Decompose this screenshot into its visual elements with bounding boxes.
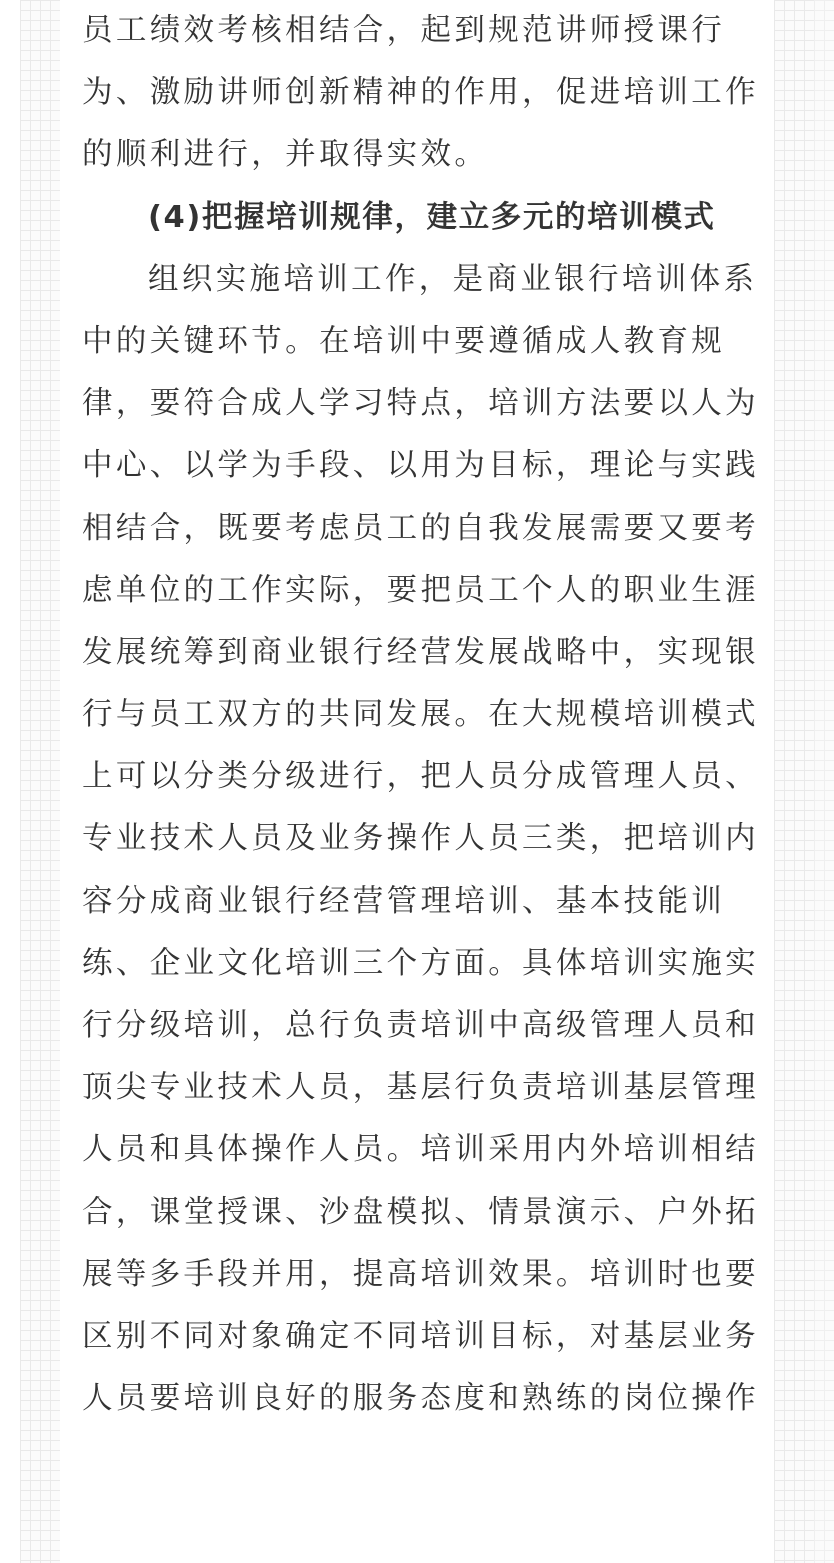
text-line: 合，课堂授课、沙盘模拟、情景演示、户外拓 <box>82 1194 759 1230</box>
article-body <box>82 0 759 1430</box>
right-outer-grid-margin <box>814 0 834 1563</box>
section-heading: (4)把握培训规律，建立多元的培训模式 <box>148 199 716 235</box>
text-line: 组织实施培训工作，是商业银行培训体系 <box>148 261 758 297</box>
text-line: 行分级培训，总行负责培训中高级管理人员和 <box>82 1008 759 1043</box>
text-line: 练、企业文化培训三个方面。具体培训实施实 <box>82 945 759 981</box>
text-line: 展等多手段并用，提高培训效果。培训时也要 <box>82 1256 759 1292</box>
text-line: 的顺利进行，并取得实效。 <box>82 137 489 173</box>
left-grid-margin <box>20 0 60 1563</box>
right-grid-margin <box>774 0 814 1563</box>
text-line: 区别不同对象确定不同培训目标，对基层业务 <box>82 1318 759 1354</box>
main-paragraph <box>82 249 759 1431</box>
text-line: 中的关键环节。在培训中要遵循成人教育规 <box>82 323 726 359</box>
text-line: 上可以分类分级进行，把人员分成管理人员、 <box>82 759 759 795</box>
text-line: 中心、以学为手段、以用为目标，理论与实践 <box>82 448 759 484</box>
text-line: 为、激励讲师创新精神的作用，促进培训工作 <box>82 75 759 111</box>
article-page <box>60 0 774 1563</box>
text-line: 相结合，既要考虑员工的自我发展需要又要考 <box>82 510 759 546</box>
text-line: 容分成商业银行经营管理培训、基本技能训 <box>82 883 726 919</box>
text-line: 人员和具体操作人员。培训采用内外培训相结 <box>82 1132 759 1168</box>
text-line: 发展统筹到商业银行经营发展战略中，实现银 <box>82 634 759 670</box>
previous-paragraph <box>82 0 759 187</box>
text-line: 员工绩效考核相结合，起到规范讲师授课行 <box>82 13 726 48</box>
text-line: 专业技术人员及业务操作人员三类，把培训内 <box>82 821 759 857</box>
text-line: 律，要符合成人学习特点，培训方法要以人为 <box>82 386 759 422</box>
text-line: 人员要培训良好的服务态度和熟练的岗位操作 <box>82 1381 759 1417</box>
text-line: 顶尖专业技术人员，基层行负责培训基层管理 <box>82 1070 759 1106</box>
text-line: 虑单位的工作实际，要把员工个人的职业生涯 <box>82 572 759 608</box>
text-line: 行与员工双方的共同发展。在大规模培训模式 <box>82 697 759 733</box>
